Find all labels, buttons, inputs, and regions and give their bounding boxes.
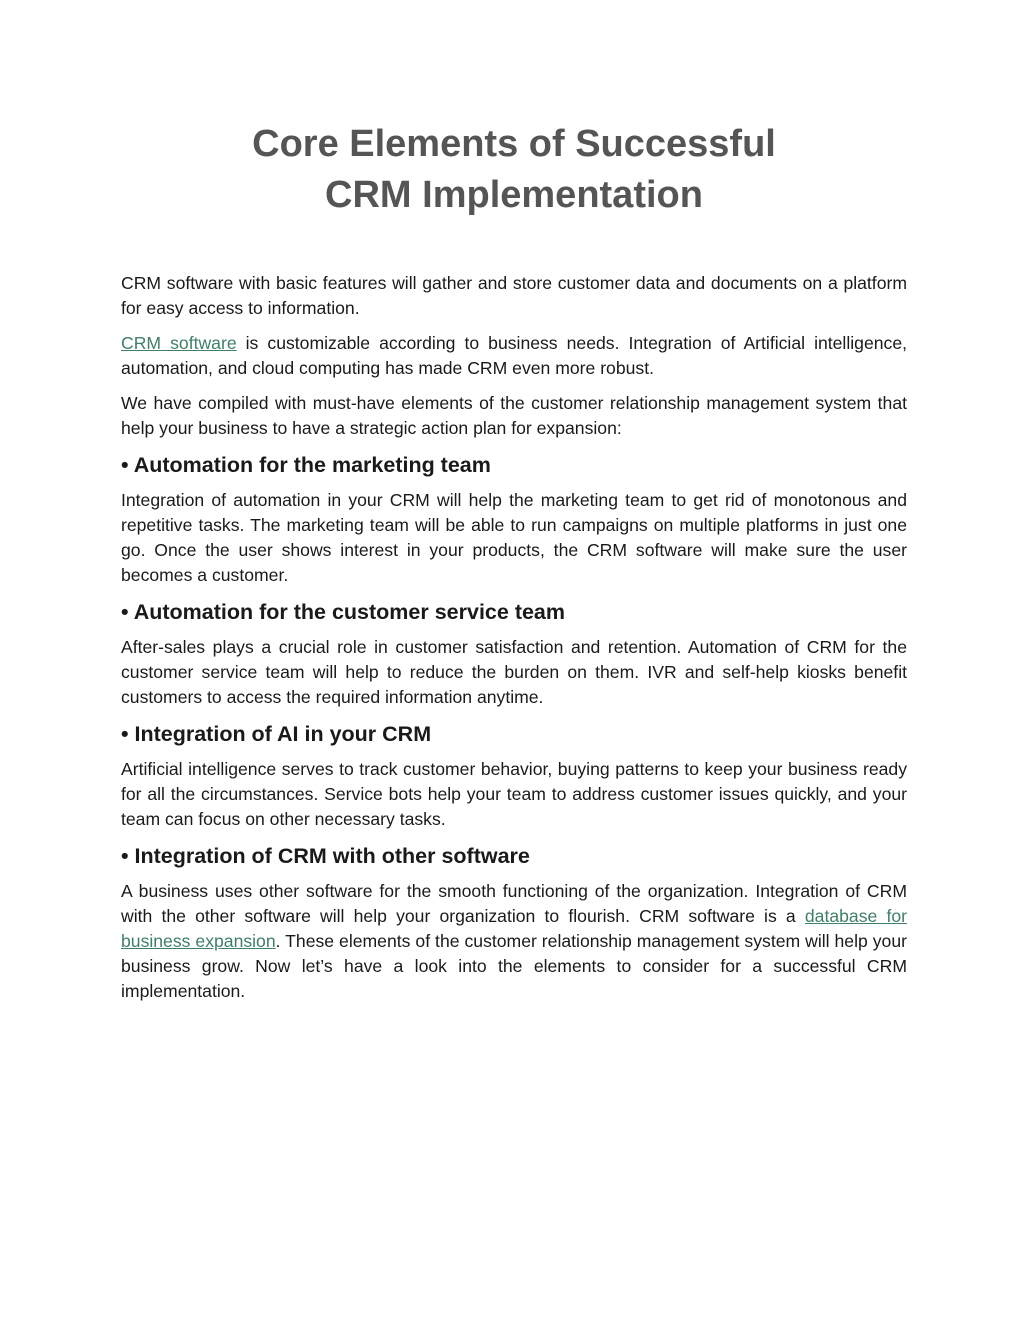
intro-paragraph-1: CRM software with basic features will gather and store customer data and documents on a platform for easy access to information. <box>121 273 907 318</box>
document-body <box>121 271 907 1004</box>
section-text-software-integration <box>121 879 907 1004</box>
document-page <box>121 0 907 1014</box>
section-heading-software-integration: • Integration of CRM with other software <box>121 844 530 868</box>
page-title-line-1: Core Elements of Successful <box>252 123 776 165</box>
page-title-line-2: CRM Implementation <box>325 174 703 216</box>
section-text-ai-integration: Artificial intelligence serves to track customer behavior, buying patterns to keep your business ready for all the circumstances. Service bots help your team to address customer issues quickly, and your team can focus on other necessary tasks. <box>121 759 907 829</box>
section-text-customer-service-automation: After-sales plays a crucial role in customer satisfaction and retention. Automation of CRM for the customer service team will help to reduce the burden on them. IVR and self-help kiosks benefit customers to access the required information anytime. <box>121 637 907 707</box>
intro-paragraph-2-text: is customizable according to business needs. Integration of Artificial intelligence, automation, and cloud computing has made CRM even more robust. <box>121 333 907 378</box>
page-title <box>121 0 907 221</box>
section-heading-customer-service-automation: • Automation for the customer service team <box>121 600 566 624</box>
section-text-software-integration-after: . These elements of the customer relationship management system will help your business grow. Now let’s have a look into the elements to consider for a successful CRM implementation. <box>121 931 907 1001</box>
section-heading-ai-integration: • Integration of AI in your CRM <box>121 722 432 746</box>
crm-software-link[interactable]: CRM software <box>121 333 237 353</box>
intro-paragraph-2 <box>121 331 907 381</box>
intro-paragraph-3: We have compiled with must-have elements of the customer relationship management system that help your business to have a strategic action plan for expansion: <box>121 393 907 438</box>
section-text-marketing-automation: Integration of automation in your CRM will help the marketing team to get rid of monotonous and repetitive tasks. The marketing team will be able to run campaigns on multiple platforms in just one go. Once the user shows interest in your products, the CRM software will make sure the user becomes a customer. <box>121 490 907 585</box>
section-text-software-integration-before: A business uses other software for the smooth functioning of the organization. Integration of CRM with the other software will help your organization to flourish. CRM software is a <box>121 881 907 926</box>
section-heading-marketing-automation: • Automation for the marketing team <box>121 453 491 477</box>
database-for-business-expansion-link[interactable]: database for business expansion <box>121 906 907 951</box>
